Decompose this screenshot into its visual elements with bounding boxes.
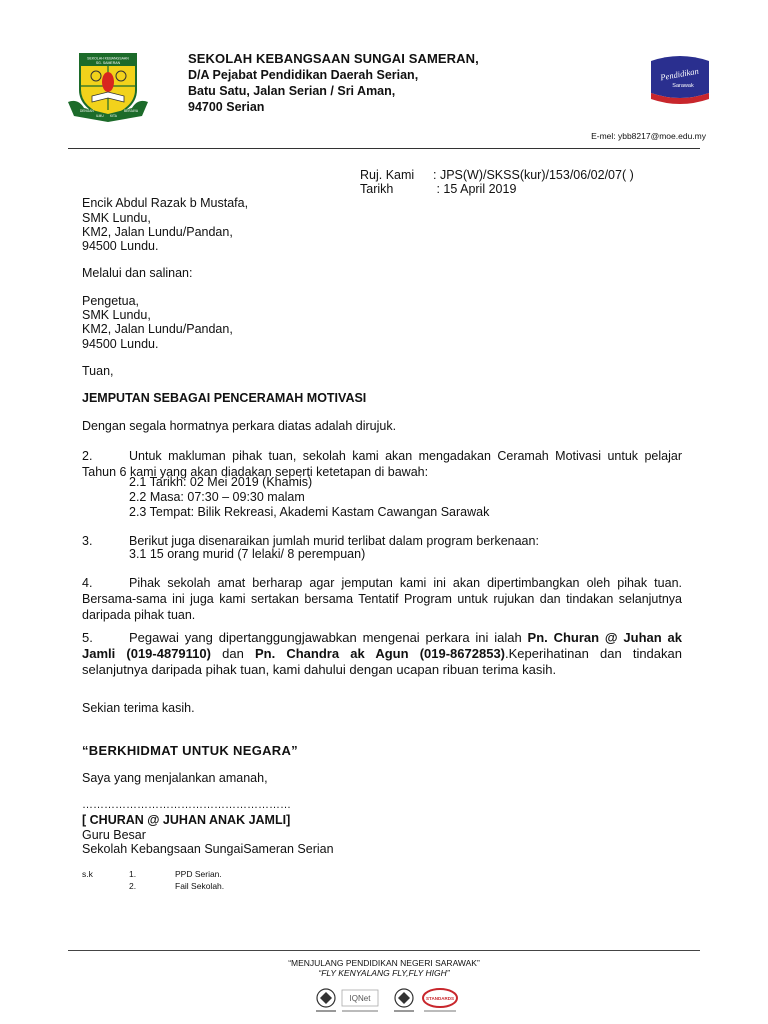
cc-label: s.k <box>82 869 93 879</box>
recipient-line: SMK Lundu, <box>82 211 151 225</box>
signer-title: Guru Besar <box>82 828 146 842</box>
quality-badge-icon <box>316 989 336 1012</box>
contact-person-2: Pn. Chandra ak Agun (019-8672853) <box>254 646 505 661</box>
paragraph-number: 4. <box>82 576 93 590</box>
svg-text:DENGAN: DENGAN <box>80 109 94 113</box>
svg-text:BERJAYA: BERJAYA <box>124 109 139 113</box>
pendidikan-sarawak-logo <box>647 53 713 109</box>
salutation: Tuan, <box>82 364 114 378</box>
standards-badge-icon <box>423 989 457 1012</box>
recipient-line: 94500 Lundu. <box>82 239 159 253</box>
list-item: 2.2 Masa: 07:30 – 09:30 malam <box>129 490 305 504</box>
recipient-line: Encik Abdul Razak b Mustafa, <box>82 196 249 210</box>
school-email: E-mel: ybb8217@moe.edu.my <box>591 131 706 141</box>
signature-line: ………………………………………………… <box>82 799 291 811</box>
paragraph-4 <box>82 575 682 623</box>
svg-text:STANDARDS: STANDARDS <box>426 996 454 1001</box>
school-address-line: 94700 Serian <box>188 100 265 114</box>
school-name: SEKOLAH KEBANGSAAN SUNGAI SAMERAN, <box>188 51 479 66</box>
via-line: Pengetua, <box>82 294 139 308</box>
svg-text:KITA: KITA <box>110 114 117 118</box>
header-divider <box>68 148 700 149</box>
svg-text:SG. SAMERAN: SG. SAMERAN <box>95 61 121 65</box>
list-item: 3.1 15 orang murid (7 lelaki/ 8 perempuan) <box>129 547 366 561</box>
sign-intro: Saya yang menjalankan amanah, <box>82 771 268 785</box>
list-item: 2.1 Tarikh: 02 Mei 2019 (Khamis) <box>129 475 313 489</box>
paragraph-1: Dengan segala hormatnya perkara diatas adalah dirujuk. <box>82 419 397 433</box>
svg-text:ILMU: ILMU <box>96 114 104 118</box>
signer-school: Sekolah Kebangsaan SungaiSameran Serian <box>82 842 334 856</box>
svg-text:SEKOLAH KEBANGSAAN: SEKOLAH KEBANGSAAN <box>87 56 129 61</box>
date-value: : 15 April 2019 <box>433 182 517 196</box>
reference-value: : JPS(W)/SKSS(kur)/153/06/02/07( ) <box>433 168 634 182</box>
closing-line: Sekian terima kasih. <box>82 701 195 715</box>
svg-text:Sarawak: Sarawak <box>672 83 694 89</box>
paragraph-text: Untuk makluman pihak tuan, sekolah kami akan mengadakan Ceramah Motivasi untuk pelajar Tahun 6 kami yang akan diadakan seperti ketetapan di bawah: <box>82 449 682 479</box>
svg-text:IQNet: IQNet <box>349 994 371 1003</box>
paragraph-5 <box>82 630 682 678</box>
paragraph-number: 3. <box>82 534 93 548</box>
paragraph-text: .Keperihatinan dan tindakan selanjutnya daripada pihak tuan, kami dahului dengan ucapan ribuan terima kasih. <box>82 646 682 677</box>
reference-label: Ruj. Kami <box>360 168 415 182</box>
via-line: KM2, Jalan Lundu/Pandan, <box>82 322 233 336</box>
footer-slogan-2: “FLY KENYALANG FLY,FLY HIGH” <box>318 968 450 978</box>
paragraph-text: Berikut juga disenaraikan jumlah murid terlibat dalam program berkenaan: <box>129 534 539 548</box>
paragraph-text: Pihak sekolah amat berharap agar jemputan kami ini akan dipertimbangkan oleh pihak tuan. Bersama-sama ini juga kami sertakan bersama Tentatif Program untuk rujukan dan tindakan selanjutnya daripada pihak tuan. <box>82 576 682 622</box>
school-address-line: Batu Satu, Jalan Serian / Sri Aman, <box>188 84 396 98</box>
certification-badges <box>312 986 472 1020</box>
school-address-line: D/A Pejabat Pendidikan Daerah Serian, <box>188 68 419 82</box>
via-line: 94500 Lundu. <box>82 337 159 351</box>
contact-person-1: Pn. Churan @ Juhan ak Jamli (019-4879110) <box>82 630 682 661</box>
reference-number <box>360 168 634 182</box>
cc-item-number: 2. <box>129 881 137 891</box>
paragraph-number: 5. <box>82 630 93 645</box>
cc-item-text: PPD Serian. <box>175 869 222 879</box>
paragraph-text: dan <box>210 646 255 661</box>
cc-item-text: Fail Sekolah. <box>175 881 225 891</box>
cc-item-number: 1. <box>129 869 137 879</box>
paragraph-number: 2. <box>82 449 93 463</box>
footer-slogan: “MENJULANG PENDIDIKAN NEGERI SARAWAK” <box>288 958 480 968</box>
reference-date <box>360 182 516 196</box>
iqnet-badge-icon <box>342 990 378 1012</box>
paragraph-text: Pegawai yang dipertanggungjawabkan mengenai perkara ini ialah <box>129 630 528 645</box>
letter-subject: JEMPUTAN SEBAGAI PENCERAMAH MOTIVASI <box>82 391 367 405</box>
school-crest-logo <box>66 50 150 124</box>
date-label: Tarikh <box>360 182 394 196</box>
list-item: 2.3 Tempat: Bilik Rekreasi, Akademi Kastam Cawangan Sarawak <box>129 505 490 519</box>
recipient-line: KM2, Jalan Lundu/Pandan, <box>82 225 233 239</box>
signer-name: [ CHURAN @ JUHAN ANAK JAMLI] <box>82 813 291 827</box>
footer-divider <box>68 950 700 951</box>
via-line: SMK Lundu, <box>82 308 151 322</box>
motto: “BERKHIDMAT UNTUK NEGARA” <box>82 743 298 758</box>
via-label: Melalui dan salinan: <box>82 266 193 280</box>
quality-badge-icon <box>394 989 414 1012</box>
svg-text:Pendidikan: Pendidikan <box>659 65 700 83</box>
